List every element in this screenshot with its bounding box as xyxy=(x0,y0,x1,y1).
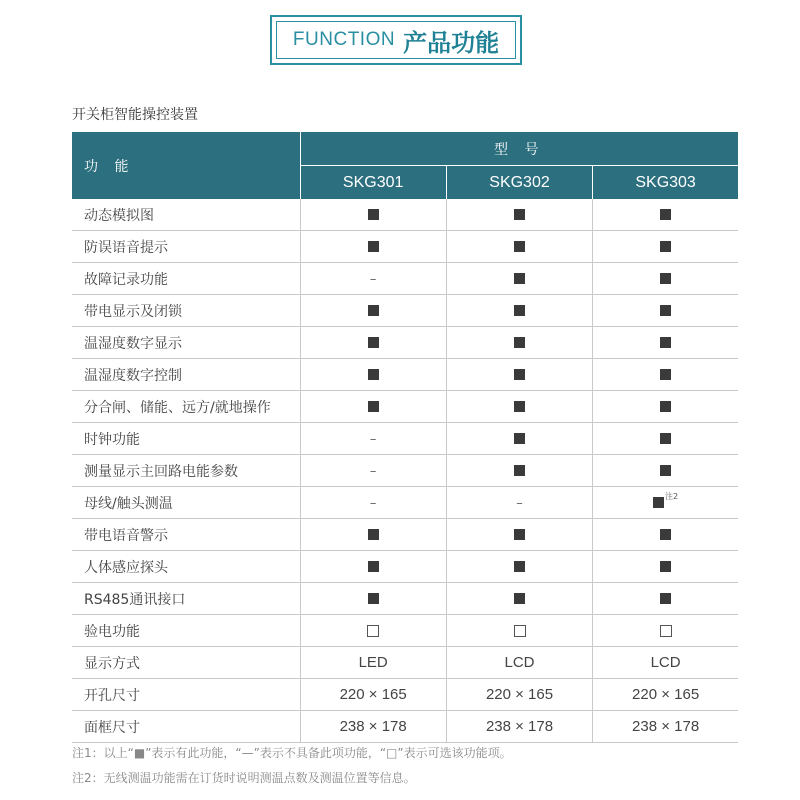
model-cell xyxy=(300,423,446,455)
filled-square-icon xyxy=(660,465,671,476)
model-cell xyxy=(446,519,592,551)
function-name: RS485通讯接口 xyxy=(72,583,300,615)
function-table xyxy=(72,132,738,743)
model-cell xyxy=(593,679,738,711)
table-row xyxy=(72,199,738,231)
model-cell xyxy=(300,519,446,551)
model-cell xyxy=(446,487,592,519)
model-cell xyxy=(446,583,592,615)
function-name: 母线/触头测温 xyxy=(72,487,300,519)
cell-value: 238 × 178 xyxy=(485,718,554,735)
model-cell xyxy=(300,263,446,295)
dash-icon: – xyxy=(369,495,377,511)
filled-square-icon xyxy=(368,529,379,540)
dash-icon: – xyxy=(369,271,377,287)
filled-square-icon xyxy=(514,561,525,572)
model-cell xyxy=(300,647,446,679)
filled-square-icon xyxy=(660,561,671,572)
filled-square-icon xyxy=(514,465,525,476)
table-row xyxy=(72,711,738,743)
model-cell xyxy=(593,423,738,455)
model-cell xyxy=(300,359,446,391)
filled-square-icon xyxy=(514,401,525,412)
table-row xyxy=(72,519,738,551)
model-cell xyxy=(446,423,592,455)
note-marker: 注2 xyxy=(665,491,679,501)
footnote-1: 注1：以上“■”表示有此功能，“—”表示不具备此项功能，“□”表示可选该功能项。 xyxy=(72,746,512,760)
filled-square-icon xyxy=(660,433,671,444)
model-cell xyxy=(300,391,446,423)
filled-square-icon xyxy=(368,337,379,348)
filled-square-icon xyxy=(660,337,671,348)
filled-square-icon xyxy=(368,305,379,316)
model-cell xyxy=(593,231,738,263)
model-cell xyxy=(593,391,738,423)
table-row xyxy=(72,327,738,359)
model-cell xyxy=(593,647,738,679)
filled-square-icon xyxy=(660,241,671,252)
filled-square-icon xyxy=(368,241,379,252)
header-model-2: SKG302 xyxy=(446,166,592,200)
model-cell xyxy=(593,711,738,743)
filled-square-icon xyxy=(660,369,671,380)
function-name: 防误语音提示 xyxy=(72,231,300,263)
model-cell xyxy=(446,711,592,743)
filled-square-icon xyxy=(514,593,525,604)
model-cell xyxy=(593,519,738,551)
dash-icon: – xyxy=(516,495,523,511)
cell-value: LED xyxy=(358,654,388,671)
function-name: 温湿度数字显示 xyxy=(72,327,300,359)
model-cell xyxy=(300,487,446,519)
model-cell xyxy=(300,231,446,263)
table-row xyxy=(72,295,738,327)
filled-square-icon xyxy=(368,401,379,412)
filled-square-icon xyxy=(514,433,525,444)
filled-square-icon xyxy=(368,209,379,220)
filled-square-icon xyxy=(660,529,671,540)
table-row xyxy=(72,551,738,583)
model-cell xyxy=(446,359,592,391)
filled-square-icon xyxy=(514,209,525,220)
model-cell xyxy=(300,455,446,487)
cell-value: 238 × 178 xyxy=(339,718,407,735)
dash-icon: – xyxy=(369,431,377,447)
cell-value: 238 × 178 xyxy=(632,718,700,735)
filled-square-icon xyxy=(514,369,525,380)
function-name: 分合闸、储能、远方/就地操作 xyxy=(72,391,300,423)
table-row xyxy=(72,679,738,711)
model-cell xyxy=(593,199,738,231)
table-row xyxy=(72,487,738,519)
function-name: 显示方式 xyxy=(72,647,300,679)
model-cell xyxy=(593,551,738,583)
model-cell xyxy=(446,231,592,263)
model-cell xyxy=(593,487,738,519)
filled-square-icon xyxy=(368,369,379,380)
product-subtitle: 开关柜智能操控装置 xyxy=(72,107,198,123)
model-cell xyxy=(446,295,592,327)
function-banner xyxy=(270,15,522,65)
model-cell xyxy=(300,615,446,647)
model-cell xyxy=(300,711,446,743)
dash-icon: – xyxy=(369,463,377,479)
function-name: 温湿度数字控制 xyxy=(72,359,300,391)
footnote-2: 注2：无线测温功能需在订货时说明测温点数及测温位置等信息。 xyxy=(72,771,416,785)
model-cell xyxy=(300,295,446,327)
function-name: 时钟功能 xyxy=(72,423,300,455)
model-cell xyxy=(446,615,592,647)
filled-square-icon xyxy=(660,593,671,604)
function-name: 故障记录功能 xyxy=(72,263,300,295)
function-name: 带电语音警示 xyxy=(72,519,300,551)
table-row xyxy=(72,455,738,487)
table-row xyxy=(72,359,738,391)
model-cell xyxy=(446,679,592,711)
header-model-3: SKG303 xyxy=(593,166,738,200)
filled-square-icon xyxy=(653,497,664,508)
filled-square-icon xyxy=(660,273,671,284)
function-name: 带电显示及闭锁 xyxy=(72,295,300,327)
model-cell xyxy=(593,263,738,295)
table-row xyxy=(72,583,738,615)
function-name: 动态模拟图 xyxy=(72,199,300,231)
function-name: 面框尺寸 xyxy=(72,711,300,743)
cell-value: LCD xyxy=(650,654,681,671)
model-cell xyxy=(300,551,446,583)
table-row xyxy=(72,423,738,455)
filled-square-icon xyxy=(660,401,671,412)
header-function: 功 能 xyxy=(72,132,300,199)
filled-square-icon xyxy=(514,529,525,540)
filled-square-icon xyxy=(514,305,525,316)
filled-square-icon xyxy=(660,209,671,220)
banner-title-en: FUNCTION xyxy=(292,29,396,50)
model-cell xyxy=(300,199,446,231)
function-name: 开孔尺寸 xyxy=(72,679,300,711)
table-row xyxy=(72,615,738,647)
model-cell xyxy=(300,679,446,711)
model-cell xyxy=(593,295,738,327)
model-cell xyxy=(446,327,592,359)
open-square-icon xyxy=(367,625,379,637)
model-cell xyxy=(300,583,446,615)
model-cell xyxy=(593,327,738,359)
model-cell xyxy=(593,455,738,487)
filled-square-icon xyxy=(514,241,525,252)
cell-value: 220 × 165 xyxy=(632,686,700,703)
filled-square-icon xyxy=(660,305,671,316)
table-body xyxy=(72,199,738,743)
model-cell xyxy=(593,583,738,615)
model-cell xyxy=(446,455,592,487)
function-name: 验电功能 xyxy=(72,615,300,647)
table-row xyxy=(72,391,738,423)
cell-value: LCD xyxy=(504,654,535,671)
cell-value: 220 × 165 xyxy=(339,686,407,703)
header-model: 型 号 xyxy=(300,132,738,166)
model-cell xyxy=(300,327,446,359)
open-square-icon xyxy=(514,625,526,637)
model-cell xyxy=(446,647,592,679)
function-name: 测量显示主回路电能参数 xyxy=(72,455,300,487)
filled-square-icon xyxy=(514,337,525,348)
cell-value: 220 × 165 xyxy=(485,686,554,703)
filled-square-icon xyxy=(368,561,379,572)
model-cell xyxy=(446,551,592,583)
filled-square-icon xyxy=(514,273,525,284)
table-row xyxy=(72,231,738,263)
function-name: 人体感应探头 xyxy=(72,551,300,583)
header-model-1: SKG301 xyxy=(300,166,446,200)
banner-title-cn: 产品功能 xyxy=(403,28,500,57)
model-cell xyxy=(446,199,592,231)
open-square-icon xyxy=(660,625,672,637)
model-cell xyxy=(446,263,592,295)
filled-square-icon xyxy=(368,593,379,604)
model-cell xyxy=(446,391,592,423)
model-cell xyxy=(593,359,738,391)
table-row xyxy=(72,263,738,295)
table-row xyxy=(72,647,738,679)
model-cell xyxy=(593,615,738,647)
